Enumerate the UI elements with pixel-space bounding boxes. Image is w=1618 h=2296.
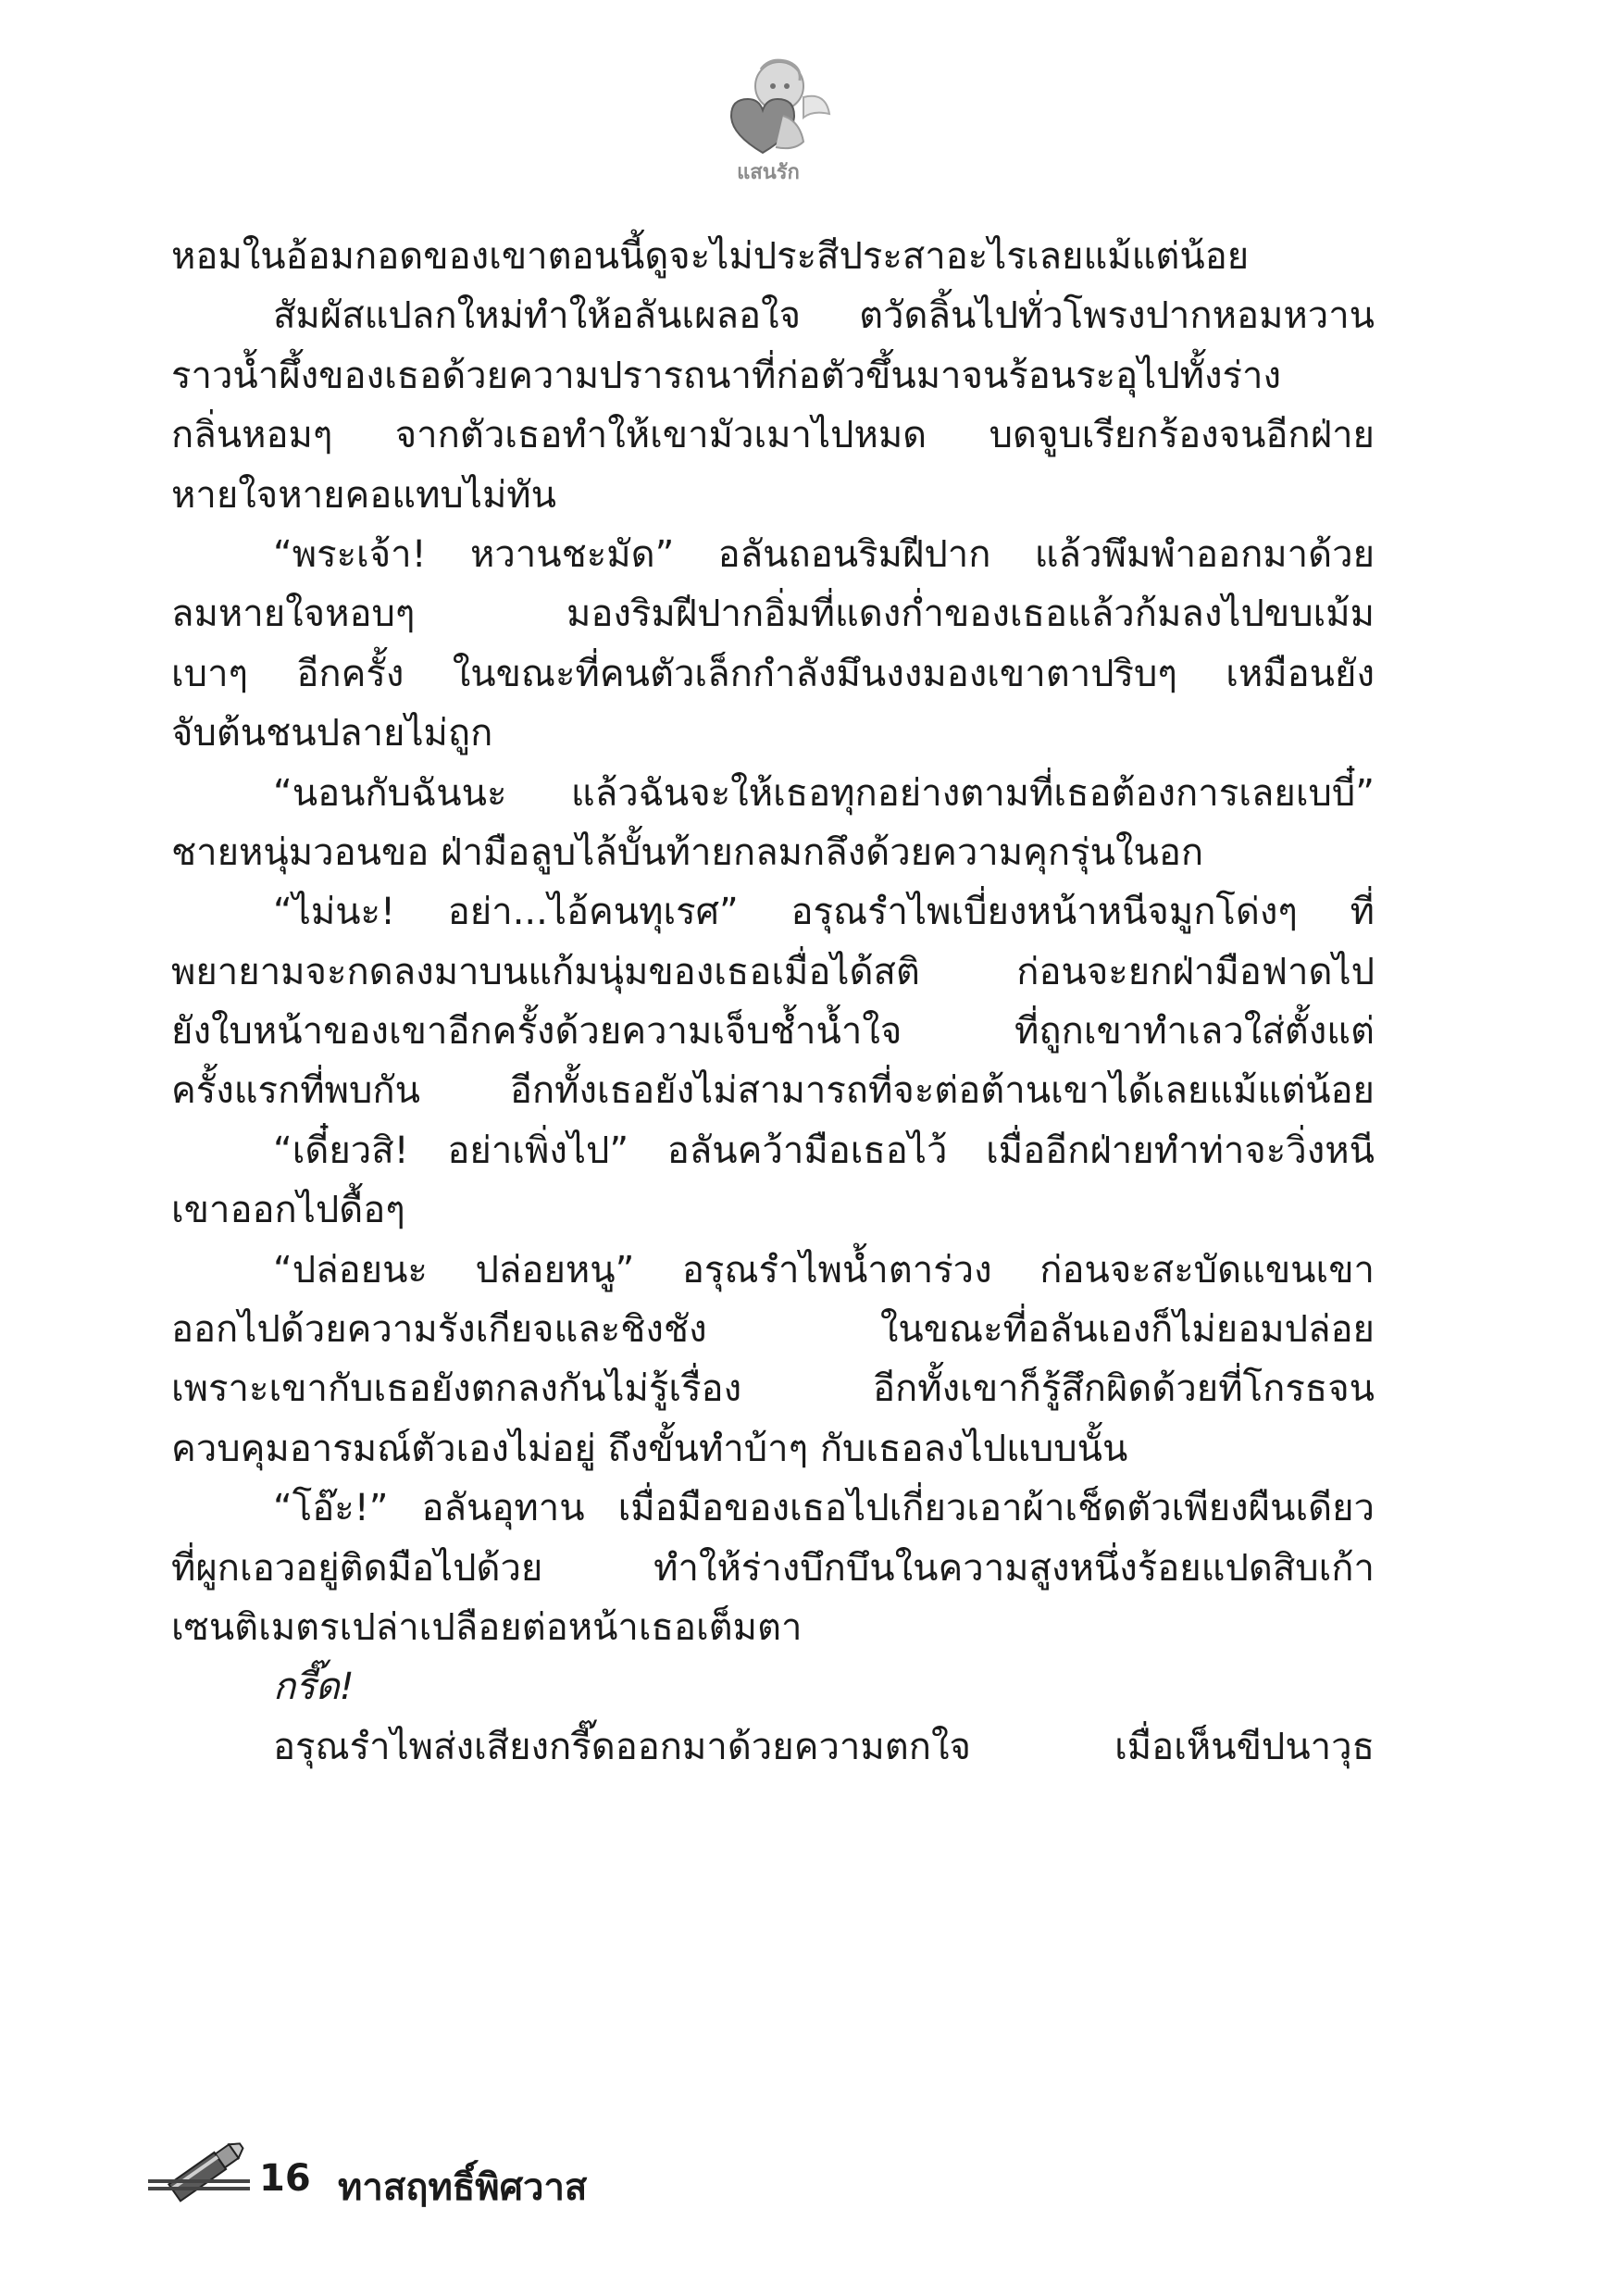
text-line: “พระเจ้า! หวานชะมัด” อลันถอนริมฝีปาก แล้วพึมพำออกมาด้วย (273, 532, 1375, 576)
text-line: เซนติเมตรเปล่าเปลือยต่อหน้าเธอเต็มตา (171, 1605, 803, 1649)
text-line: “ไม่นะ! อย่า...ไอ้คนทุเรศ” อรุณรำไพเบี่ยงหน้าหนีจมูกโด่งๆ ที่ (273, 891, 1375, 934)
page-number: 16 (259, 2157, 311, 2200)
text-line: ยังใบหน้าของเขาอีกครั้งด้วยความเจ็บช้ำน้ำใจ ที่ถูกเขาทำเลวใส่ตั้งแต่ (171, 1010, 1375, 1054)
text-line: ลมหายใจหอบๆ มองริมฝีปากอิ่มที่แดงก่ำของเธอแล้วก้มลงไปขบเม้ม (171, 593, 1375, 636)
text-line: หายใจหายคอแทบไม่ทัน (171, 473, 557, 517)
text-line: “โอ๊ะ!” อลันอุทาน เมื่อมือของเธอไปเกี่ยวเอาผ้าเช็ดตัวเพียงผืนเดียว (273, 1487, 1375, 1530)
text-line: ออกไปด้วยความรังเกียจและชิงชัง ในขณะที่อลันเองก็ไม่ยอมปล่อย (171, 1308, 1375, 1352)
page-footer (148, 2120, 796, 2222)
text-line: “เดี๋ยวสิ! อย่าเพิ่งไป” อลันคว้ามือเธอไว้ เมื่ออีกฝ่ายทำท่าจะวิ่งหนี (273, 1129, 1375, 1172)
book-title: ทาสฤทธิ์พิศวาส (338, 2166, 588, 2209)
text-line: หอมในอ้อมกอดของเขาตอนนี้ดูจะไม่ประสีประสาอะไรเลยแม้แต่น้อย (171, 235, 1250, 278)
text-line: เบาๆ อีกครั้ง ในขณะที่คนตัวเล็กกำลังมึนงงมองเขาตาปริบๆ เหมือนยัง (171, 652, 1375, 695)
text-line: ควบคุมอารมณ์ตัวเองไม่อยู่ ถึงขั้นทำบ้าๆ กับเธอลงไปแบบนั้น (171, 1427, 1128, 1470)
text-line: เพราะเขากับเธอยังตกลงกันไม่รู้เรื่อง อีกทั้งเขาก็รู้สึกผิดด้วยที่โกรธจน (171, 1367, 1375, 1411)
svg-text:แสนรัก: แสนรัก (737, 161, 800, 184)
text-line: “ปล่อยนะ ปล่อยหนู” อรุณรำไพน้ำตาร่วง ก่อนจะสะบัดแขนเขา (273, 1248, 1375, 1292)
text-line: ที่ผูกเอวอยู่ติดมือไปด้วย ทำให้ร่างบึกบึนในความสูงหนึ่งร้อยแปดสิบเก้า (171, 1546, 1375, 1590)
body-text (171, 227, 1375, 1777)
text-line: เขาออกไปดื้อๆ (171, 1189, 405, 1232)
text-line: ราวน้ำผึ้งของเธอด้วยความปรารถนาที่ก่อตัวขึ้นมาจนร้อนระอุไปทั้งร่าง (171, 354, 1282, 397)
text-line: กลิ่นหอมๆ จากตัวเธอทำให้เขามัวเมาไปหมด บดจูบเรียกร้องจนอีกฝ่าย (171, 414, 1375, 457)
cupid-heart-logo-icon (703, 51, 833, 190)
text-line: ครั้งแรกที่พบกัน อีกทั้งเธอยังไม่สามารถที่จะต่อต้านเขาได้เลยแม้แต่น้อย (171, 1069, 1375, 1113)
text-line: กรี๊ด! (273, 1666, 355, 1709)
text-line: พยายามจะกดลงมาบนแก้มนุ่มของเธอเมื่อได้สติ ก่อนจะยกฝ่ามือฟาดไป (171, 950, 1375, 993)
text-line: “นอนกับฉันนะ แล้วฉันจะให้เธอทุกอย่างตามที่เธอต้องการเลยเบบี๋” (273, 771, 1375, 815)
text-line: สัมผัสแปลกใหม่ทำให้อลันเผลอใจ ตวัดลิ้นไปทั่วโพรงปากหอมหวาน (273, 294, 1375, 338)
publisher-logo (703, 51, 833, 190)
text-line: จับต้นชนปลายไม่ถูก (171, 712, 493, 755)
lipstick-icon (148, 2120, 250, 2222)
text-line: ชายหนุ่มวอนขอ ฝ่ามือลูบไล้บั้นท้ายกลมกลึงด้วยความคุกรุ่นในอก (171, 830, 1204, 874)
text-line: อรุณรำไพส่งเสียงกรี๊ดออกมาด้วยความตกใจ เมื่อเห็นขีปนาวุธ (273, 1725, 1375, 1768)
